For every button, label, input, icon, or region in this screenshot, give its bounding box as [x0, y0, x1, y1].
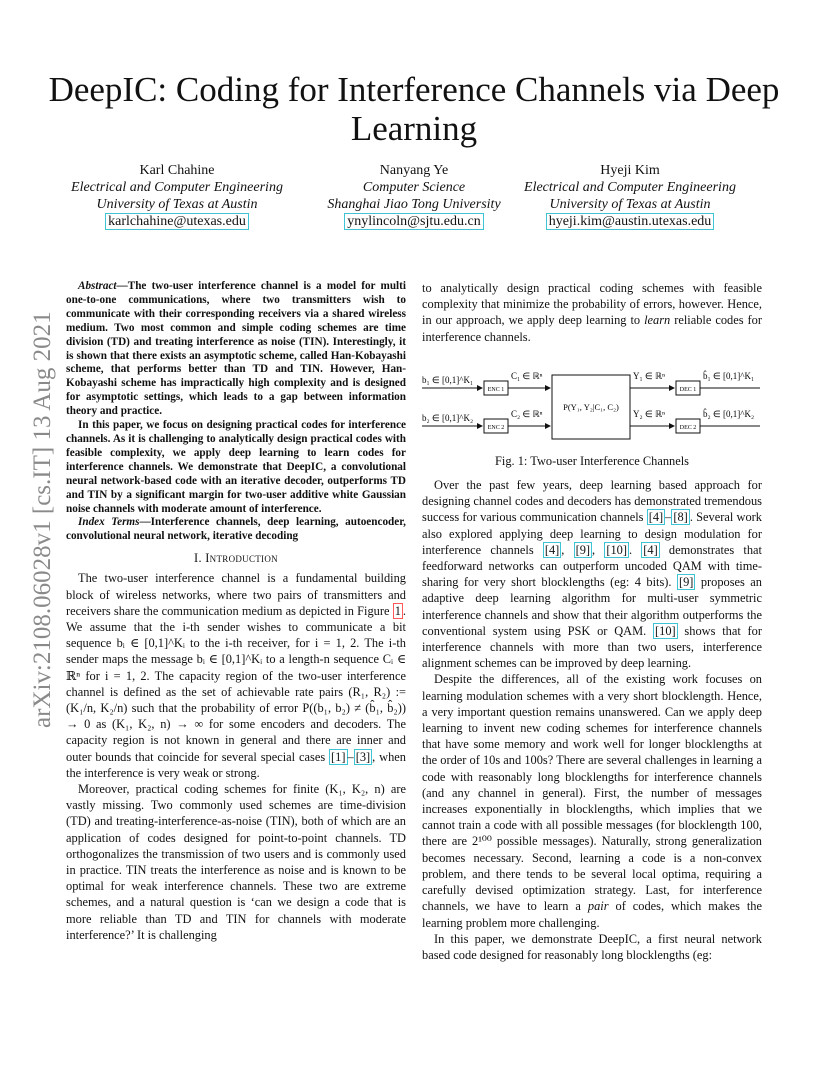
figure-1 — [422, 351, 762, 451]
codeword-2-label: C₂ ∈ ℝⁿ — [511, 408, 543, 419]
author-email-link[interactable]: ynylincoln@sjtu.edu.cn — [344, 213, 483, 230]
abstract — [66, 280, 406, 544]
right-column — [422, 280, 762, 963]
intro-paragraph-2: Moreover, practical coding schemes for finite (K₁, K₂, n) are vastly missing. Two commonly used schemes are time-division (TD) and treating-interference-as-noise (TIN), both of which are an application of codes designed for point-to-point channels. TD orthogonalizes the transmission of two users and is commonly used in practice. TIN treats the interference as noise and is known to be optimal for weak interference channels. These two are extreme schemes, and a natural question is ‘can we design a code that is more reliable than TD and TIN for channels with moderate interference?’ It is challenging — [66, 782, 406, 942]
author-email-link[interactable]: karlchahine@utexas.edu — [105, 213, 249, 230]
abstract-label: Abstract — [78, 280, 117, 292]
output-1-label: Y₁ ∈ ℝⁿ — [633, 370, 665, 381]
author-dept: Electrical and Computer Engineering — [71, 180, 283, 195]
encoder-1-label: ENC 1 — [487, 386, 505, 393]
arxiv-stamp — [16, 296, 60, 731]
author-name: Nanyang Ye — [379, 163, 449, 178]
intro-paragraph-3: Over the past few years, deep learning based approach for designing channel codes and decoders has demonstrated tremendous success for various communication channels [4] – [8] . Several work also explored applying deep learning to design modulation for interference channels [4] , [9] , [10] . [4] demonstrates that feedforward networks can outperform uncoded QAM with time-sharing for very short blocklengths (eg: 4 bits). [9] proposes an adaptive deep learning algorithm for multi-user symmetric interference channels and show that their algorithm outperforms the conventional system using PSK or QAM. [10] shows that for interference channels with more than two users, interference alignment schemes can be improved by deep learning. — [422, 478, 763, 671]
left-column — [66, 280, 406, 943]
citation-link[interactable]: [8] — [673, 510, 688, 525]
intro-paragraph-5: In this paper, we demonstrate DeepIC, a first neural network based code designed for reasonably long blocklengths (eg: — [422, 931, 762, 962]
intro-paragraph-4: Despite the differences, all of the existing work focuses on learning modulation schemes with a very short blocklength. Hence, a very important question remains unanswered. Can we apply deep learning to invent new coding schemes for interference channels that have some memory and work well for longer blocklengths at the order of 10s and 100s? There are several challenges in learning a code with reasonably long blocklengths for interference channels (and any channel in general). First, the number of messages increases exponentially in blocklengths, which implies that we cannot train a code with all possible messages (for blocklength 100, there are 2¹⁰⁰ possible messages). Naturally, strong generalization becomes necessary. Second, learning a code is a non-convex problem, and there tends to be several local optima, requiring a carefully devised optimization strategy. Last, for interference channels, we have to learn a pair of codes, which makes the learning problem more challenging. — [422, 672, 762, 930]
author-inst: University of Texas at Austin — [96, 197, 258, 212]
abstract-text-2: In this paper, we focus on designing practical codes for interference channels. As it is challenging to analytically design practical codes with feasible complexity, we apply deep learning to learn codes for interference channels. We demonstrate that DeepIC, a convolutional neural network-based code with an iterative decoder, outperforms TD and TIN by a significant margin for two-user additive white Gaussian noise channels with moderate amount of interference. — [66, 419, 406, 515]
citation-link[interactable]: [4] — [643, 542, 658, 557]
author-inst: University of Texas at Austin — [549, 197, 711, 212]
channel-label: P(Y₁, Y₂|C₁, C₂) — [563, 401, 619, 412]
index-terms: —Interference channels, deep learning, autoencoder, convolutional neural network, iterative decoding — [66, 516, 406, 543]
citation-link[interactable]: [9] — [575, 542, 591, 557]
author-block-1 — [47, 162, 307, 230]
encoder-2-label: ENC 2 — [487, 424, 505, 431]
intro-paragraph-1: The two-user interference channel is a fundamental building block of wireless networks, where two pairs of transmitters and receivers share the communication medium as depicted in Figure 1 . We assume that the i-th sender wishes to communicate a bit sequence bᵢ ∈ [0,1]^Kᵢ to the i-th receiver, for i = 1, 2. The i-th sender maps the message bᵢ ∈ [0,1]^Kᵢ to a length-n sequence Cᵢ ∈ ℝⁿ for i = 1, 2. The capacity region of the two-user interference channel is defined as the set of achievable rate pairs (R₁, R₂) := (K₁/n, K₂/n) such that the probability of error P((b₁, b₂) ≠ (b̂₁, b̂₂)) → 0 as (K₁, K₂, n) → ∞ for some encoders and decoders. The capacity region is not known in general and there are inner and outer bounds that coincide for several special cases [1] – [3] , when the interference is very weak or strong. — [66, 571, 406, 780]
input-1-label: b₁ ∈ [0,1]^K₁ — [422, 374, 474, 385]
paper-title: DeepIC: Coding for Interference Channels via Deep Learning — [48, 70, 780, 148]
author-name: Karl Chahine — [139, 163, 215, 178]
citation-link[interactable]: [1] — [331, 749, 346, 764]
arxiv-id: arXiv:2108.06028v1 [cs.IT] 13 Aug 2021 — [29, 311, 56, 728]
intro-paragraph-continued: to analytically design practical coding schemes with feasible complexity that minimize the probability of errors, however. Hence, in our approach, we apply deep learning to learn reliable codes for interference channels. — [422, 281, 762, 344]
index-terms-label: Index Terms — [78, 516, 140, 529]
output-2-label: Y₂ ∈ ℝⁿ — [633, 408, 665, 419]
decoder-2-label: DEC 2 — [679, 424, 697, 431]
author-dept: Computer Science — [362, 180, 466, 195]
codeword-1-label: C₁ ∈ ℝⁿ — [511, 370, 543, 381]
author-name: Hyeji Kim — [600, 163, 660, 178]
citation-link[interactable]: [9] — [678, 575, 694, 590]
figure-ref-link[interactable]: 1 — [394, 603, 401, 618]
author-block-3 — [500, 162, 760, 230]
interference-channel-diagram — [422, 351, 762, 451]
estimate-2-label: b̂₂ ∈ [0,1]^K₂ — [703, 408, 755, 419]
section-heading: I. Introduction — [194, 551, 278, 566]
author-email-link[interactable]: hyeji.kim@austin.utexas.edu — [546, 213, 715, 230]
estimate-1-label: b̂₁ ∈ [0,1]^K₁ — [703, 370, 755, 381]
citation-link[interactable]: [3] — [355, 749, 371, 764]
citation-link[interactable]: [10] — [606, 542, 627, 557]
abstract-text-1: —The two-user interference channel is a model for multi one-to-one communications, where two transmitters wish to communicate with their corresponding receivers via a shared wireless medium. Two most common and simple coding schemes are time division (TD) and treating interference as noise (TIN). Interestingly, it is shown that there exists an asymptotic scheme, called Han-Kobayashi scheme, that performs better than TD and TIN. However, Han-Kobayashi scheme has impractically high complexity and is designed for asymptotic settings, which leads to a gap between information theory and practice. — [66, 280, 406, 418]
author-inst: Shanghai Jiao Tong University — [327, 197, 501, 212]
decoder-1-label: DEC 1 — [679, 386, 697, 393]
author-dept: Electrical and Computer Engineering — [524, 180, 736, 195]
citation-link[interactable]: [4] — [648, 510, 664, 525]
citation-link[interactable]: [10] — [655, 623, 676, 638]
citation-link[interactable]: [4] — [544, 542, 560, 557]
figure-caption: Fig. 1: Two-user Interference Channels — [495, 453, 689, 468]
input-2-label: b₂ ∈ [0,1]^K₂ — [422, 412, 474, 423]
